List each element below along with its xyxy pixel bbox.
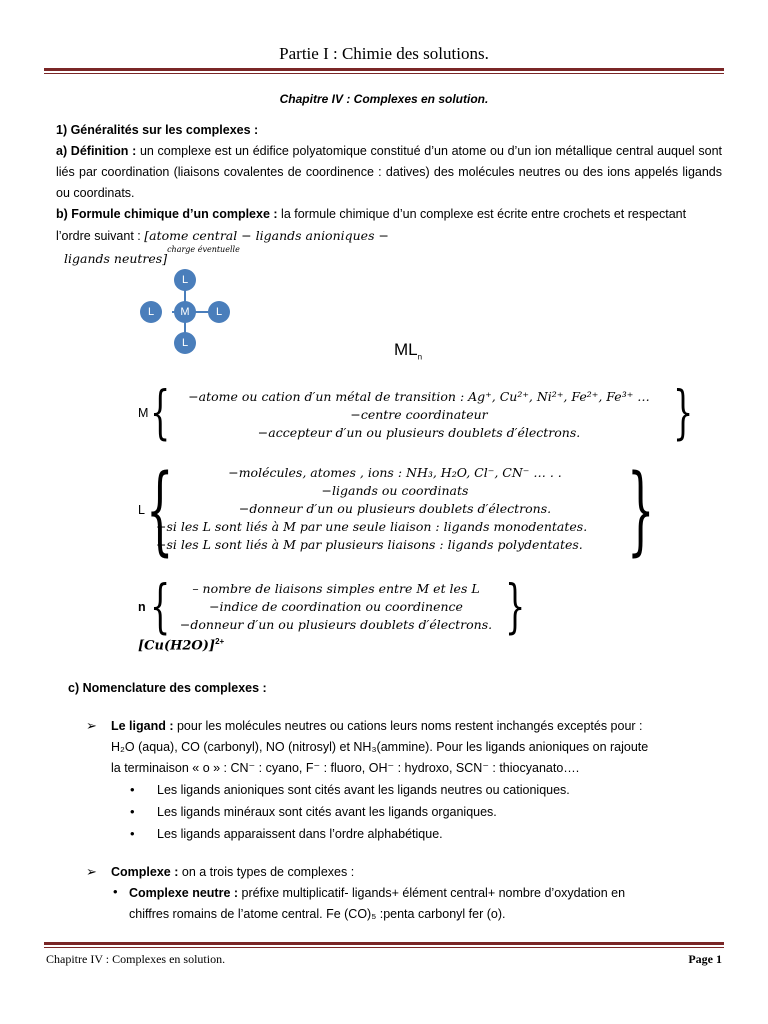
- ligand-label: Le ligand :: [111, 719, 174, 733]
- formula-label: b) Formule chimique d’un complexe :: [56, 207, 278, 221]
- definition-label: a) Définition :: [56, 144, 137, 158]
- footer-rule: [44, 942, 724, 945]
- arrow-bullet-icon: ➢: [86, 718, 97, 733]
- m-lines: [164, 388, 674, 442]
- n-line-2: −indice de coordination ou coordinence: [209, 599, 463, 614]
- complexe-label: Complexe :: [111, 865, 179, 879]
- l-lines: [156, 464, 634, 554]
- complexe-paragraph: [111, 862, 354, 883]
- ligand-left: L: [140, 301, 162, 323]
- footer-page-number: Page 1: [688, 952, 722, 966]
- l-line-4: −si les L sont liés à M par une seule liaison : ligands monodentates.: [156, 519, 588, 534]
- section-heading: 1) Généralités sur les complexes :: [56, 123, 259, 137]
- ligand-bottom: L: [174, 332, 196, 354]
- complexe-text: on a trois types de complexes :: [178, 865, 355, 879]
- ligand-rules-list: [130, 779, 570, 845]
- ligand-text-1: pour les molécules neutres ou cations leurs noms restent inchangés exceptés pour :: [173, 719, 643, 733]
- list-item: • Les ligands anioniques sont cités avant les ligands neutres ou cationiques.: [130, 779, 570, 801]
- l-line-2: −ligands ou coordinats: [321, 483, 469, 498]
- definition-paragraph: [56, 141, 722, 204]
- nomenclature-heading: c) Nomenclature des complexes :: [68, 681, 267, 695]
- bullet-icon: •: [130, 782, 135, 797]
- ligand-text-2: H₂O (aqua), CO (carbonyl), NO (nitrosyl) et NH₃(ammine). Pour les ligands anioniques on rajoute: [111, 740, 649, 754]
- m-label: M: [138, 406, 149, 420]
- complex-diagram: [140, 268, 240, 358]
- metal-center: M: [174, 301, 196, 323]
- bullet-icon: •: [113, 884, 118, 899]
- n-label: n: [138, 600, 146, 614]
- chapter-title: Chapitre IV : Complexes en solution.: [279, 92, 489, 106]
- l-label: L: [138, 503, 145, 517]
- n-brace-right: }: [505, 572, 526, 640]
- formula-part1: [atome central − ligands anioniques −: [144, 228, 389, 243]
- definition-text: un complexe est un édifice polyatomique constitué d’un atome ou d’un ion métallique central auquel sont liés par coordination (liaisons covalentes de coordinence : datives) des molécules neutres ou des ions appelés ligands ou coordinats.: [56, 144, 722, 200]
- m-line-2: −centre coordinateur: [350, 407, 488, 422]
- list-item: • Les ligands minéraux sont cités avant les ligands organiques.: [130, 801, 570, 823]
- n-line-1: – nombre de liaisons simples entre M et les L: [192, 581, 480, 596]
- neutre-text-2: chiffres romains de l’atome central. Fe (CO)₅ :penta carbonyl fer (o).: [129, 907, 506, 921]
- arrow-bullet-icon: ➢: [86, 864, 97, 879]
- formula-part2: ligands neutres]: [64, 251, 168, 267]
- n-brace-left: {: [150, 572, 171, 640]
- ligand-right: L: [208, 301, 230, 323]
- page-title: Partie I : Chimie des solutions.: [279, 44, 489, 63]
- formula-text: la formule chimique d’un complexe est écrite entre crochets et respectant l’ordre suivant :: [56, 207, 687, 243]
- formula-paragraph: [56, 204, 722, 247]
- ligand-paragraph: [111, 716, 722, 779]
- l-line-3: −donneur d′un ou plusieurs doublets d′électrons.: [238, 501, 552, 516]
- neutre-label: Complexe neutre :: [129, 886, 239, 900]
- list-item: • Les ligands apparaissent dans l’ordre alphabétique.: [130, 823, 570, 845]
- header-rule: [44, 68, 724, 71]
- example-formula: $[Cu(H2O)]^{2+}$: [138, 637, 225, 654]
- ligand-top: L: [174, 269, 196, 291]
- neutre-text-1: préfixe multiplicatif- ligands+ élément central+ nombre d’oxydation en: [238, 886, 626, 900]
- formula-line2: [64, 245, 240, 270]
- l-brace-left: {: [146, 454, 174, 566]
- n-lines: [164, 580, 508, 634]
- m-brace-right: }: [673, 378, 694, 446]
- formula-charge: charge éventuelle: [167, 245, 240, 254]
- n-line-3: −donneur d′un ou plusieurs doublets d′électrons.: [179, 617, 493, 632]
- neutre-paragraph: [129, 883, 722, 925]
- mln-label: $ML_n$: [394, 340, 423, 362]
- footer-rule-thin: [44, 947, 724, 948]
- m-line-1: −atome ou cation d′un métal de transition : Ag⁺, Cu²⁺, Ni²⁺, Fe²⁺, Fe³⁺ …: [188, 389, 650, 404]
- l-line-5: −si les L sont liés à M par plusieurs liaisons : ligands polydentates.: [156, 537, 583, 552]
- ligand-text-3: la terminaison « o » : CN⁻ : cyano, F⁻ : fluoro, OH⁻ : hydroxo, SCN⁻ : thiocyanato….: [111, 761, 580, 775]
- bullet-icon: •: [130, 826, 135, 841]
- bullet-icon: •: [130, 804, 135, 819]
- l-line-1: −molécules, atomes , ions : NH₃, H₂O, Cl⁻, CN⁻ … . .: [228, 465, 562, 480]
- header-rule-thin: [44, 73, 724, 74]
- m-brace-left: {: [150, 378, 171, 446]
- m-line-3: −accepteur d′un ou plusieurs doublets d′électrons.: [257, 425, 581, 440]
- l-brace-right: }: [627, 454, 655, 566]
- footer-chapter: Chapitre IV : Complexes en solution.: [46, 952, 226, 966]
